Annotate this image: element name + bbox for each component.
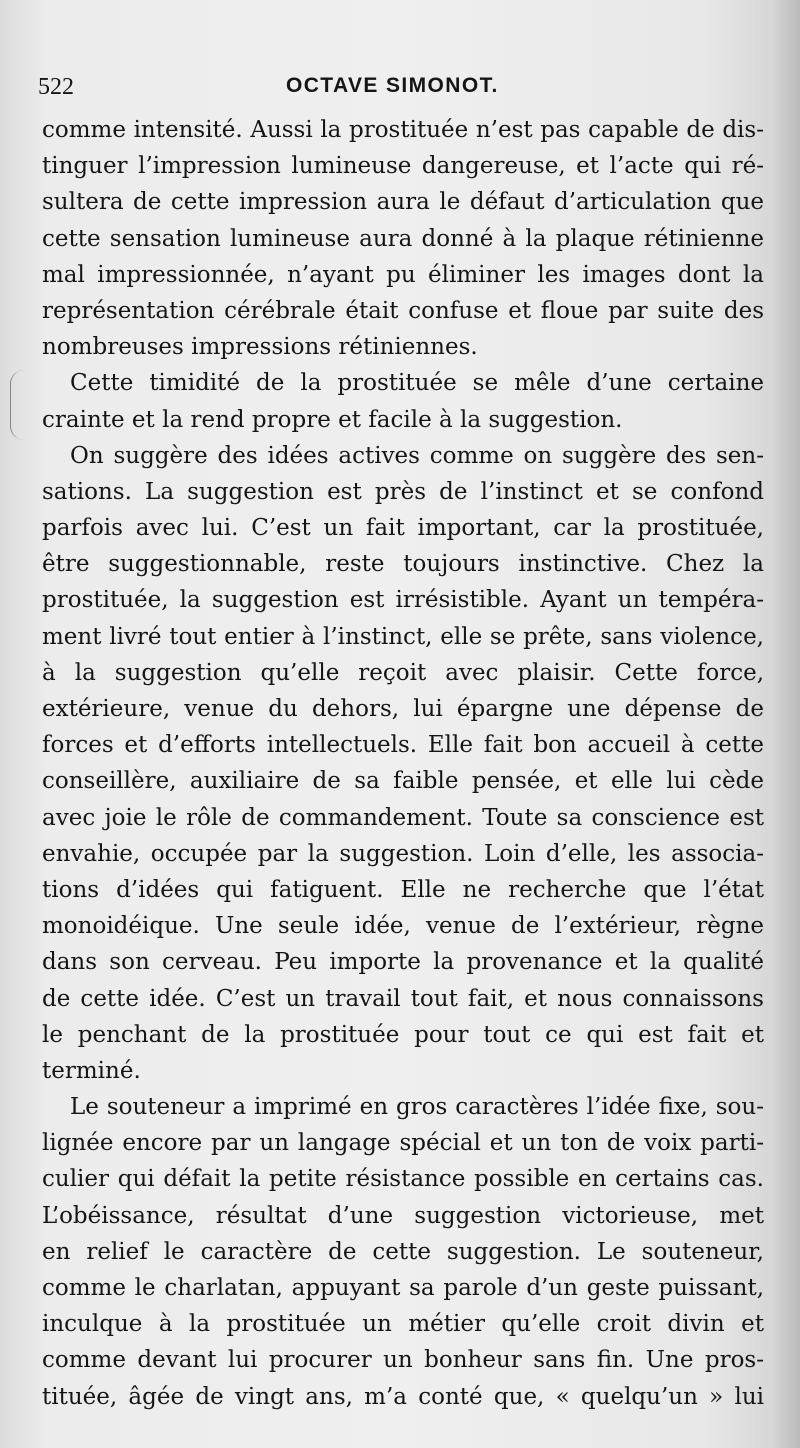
text-line: envahie, occupée par la suggestion. Loin d’elle, les associa- xyxy=(42,840,764,867)
text-line: crainte et la rend propre et facile à la suggestion. xyxy=(42,406,623,433)
text-line: nombreuses impressions rétiniennes. xyxy=(42,334,478,361)
text-line: inculque à la prostituée un métier qu’elle croit divin et xyxy=(42,1311,764,1338)
text-line: lignée encore par un langage spécial et un ton de voix parti- xyxy=(42,1130,764,1157)
text-line: tinguer l’impression lumineuse dangereuse, et l’acte qui ré- xyxy=(42,153,764,180)
page-number: 522 xyxy=(38,74,74,100)
text-line: sations. La suggestion est près de l’instinct et se confond xyxy=(42,478,764,505)
text-line: être suggestionnable, reste toujours instinctive. Chez la xyxy=(42,551,764,578)
text-line: le penchant de la prostituée pour tout ce qui est fait et xyxy=(42,1021,764,1048)
text-line: Cette timidité de la prostituée se mêle d’une certaine xyxy=(70,370,764,397)
text-line: extérieure, venue du dehors, lui épargne une dépense de xyxy=(42,696,764,722)
body-text xyxy=(42,112,764,1432)
text-line: en relief le caractère de cette suggestion. Le souteneur, xyxy=(42,1238,764,1265)
text-line: avec joie le rôle de commandement. Toute sa conscience est xyxy=(42,804,764,831)
text-line: On suggère des idées actives comme on suggère des sen- xyxy=(70,442,764,469)
text-line: comme le charlatan, appuyant sa parole d’un geste puissant, xyxy=(42,1275,764,1301)
text-line: comme intensité. Aussi la prostituée n’est pas capable de dis- xyxy=(42,117,764,143)
text-line: à la suggestion qu’elle reçoit avec plaisir. Cette force, xyxy=(42,659,764,686)
text-line: tituée, âgée de vingt ans, m’a conté que, « quelqu’un » lui xyxy=(42,1383,764,1410)
text-line: forces et d’efforts intellectuels. Elle fait bon accueil à cette xyxy=(42,732,764,759)
text-line: mal impressionnée, n’ayant pu éliminer les images dont la xyxy=(42,261,764,288)
text-line: cette sensation lumineuse aura donné à la plaque rétinienne xyxy=(42,225,764,252)
text-line: ment livré tout entier à l’instinct, elle se prête, sans violence, xyxy=(42,623,764,650)
text-line: sultera de cette impression aura le défaut d’articulation que xyxy=(42,189,764,216)
page-gutter-shadow xyxy=(772,0,800,1448)
text-line: représentation cérébrale était confuse et floue par suite des xyxy=(42,297,764,324)
page-header xyxy=(38,66,738,106)
text-line: comme devant lui procurer un bonheur sans fin. Une pros- xyxy=(42,1347,764,1374)
running-head: OCTAVE SIMONOT. xyxy=(286,74,499,97)
text-line: Le souteneur a imprimé en gros caractères l’idée fixe, sou- xyxy=(70,1094,764,1121)
text-line: prostituée, la suggestion est irrésistible. Ayant un tempéra- xyxy=(42,587,764,614)
text-line: monoidéique. Une seule idée, venue de l’extérieur, règne xyxy=(42,913,764,940)
text-line: L’obéissance, résultat d’une suggestion victorieuse, met xyxy=(42,1202,764,1229)
pencil-margin-mark xyxy=(10,370,27,440)
text-line: tions d’idées qui fatiguent. Elle ne recherche que l’état xyxy=(42,876,764,903)
text-line: dans son cerveau. Peu importe la provenance et la qualité xyxy=(42,949,764,976)
text-line: conseillère, auxiliaire de sa faible pensée, et elle lui cède xyxy=(42,768,764,795)
text-line: de cette idée. C’est un travail tout fait, et nous connaissons xyxy=(42,985,764,1012)
text-line: terminé. xyxy=(42,1057,141,1084)
text-line: parfois avec lui. C’est un fait important, car la prostituée, xyxy=(42,515,764,542)
text-line: culier qui défait la petite résistance possible en certains cas. xyxy=(42,1166,764,1193)
